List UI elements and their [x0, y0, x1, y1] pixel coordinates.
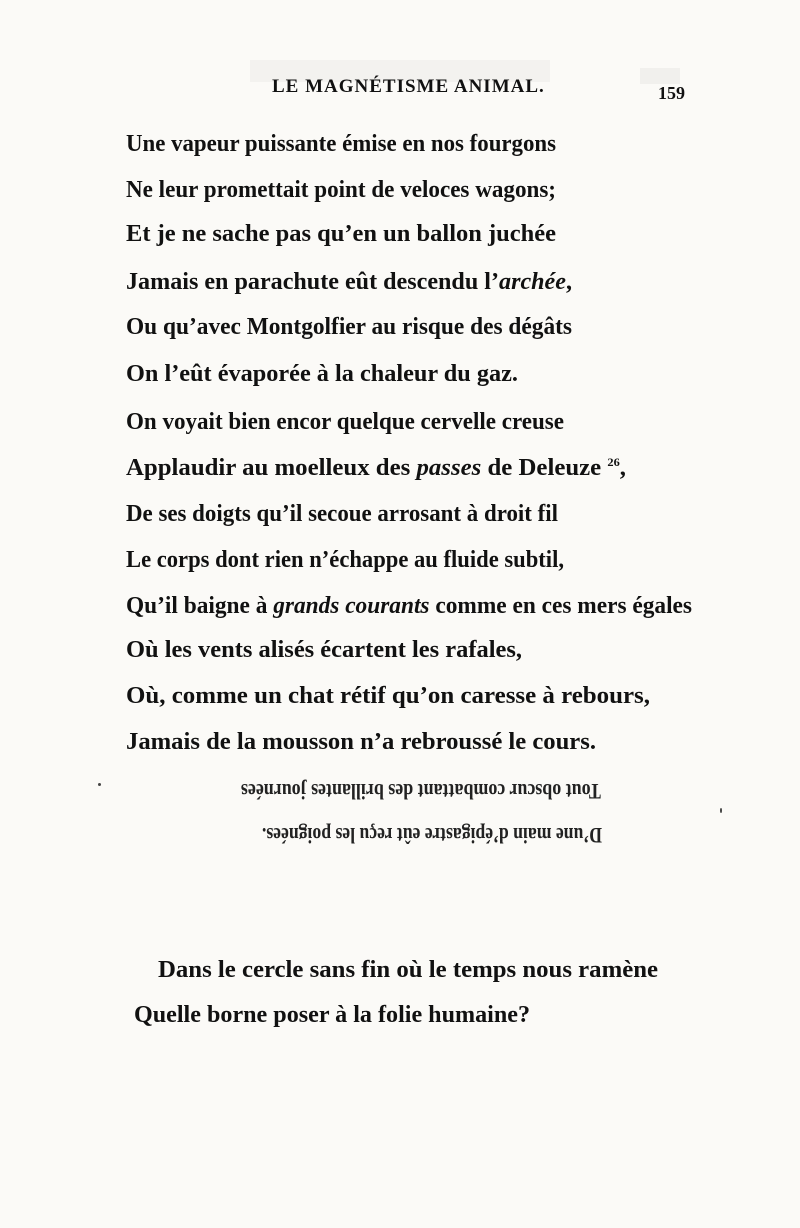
verse-text: Jamais de la mousson n’a rebroussé le cours. [126, 729, 596, 755]
verse-line [126, 270, 572, 294]
closing-verse: Quelle borne poser à la folie humaine? [134, 1002, 530, 1028]
verse-line [126, 178, 556, 202]
verse-line [126, 684, 650, 708]
closing-verse: Dans le cercle sans fin où le temps nous ramène [158, 957, 658, 983]
verse-line [126, 410, 564, 434]
paper-speck [720, 808, 722, 813]
verse-text: Jamais en parachute eût descendu l’ [126, 269, 500, 295]
verse-text: , [565, 269, 572, 295]
verse-text: , [619, 455, 626, 481]
verse-text: On voyait bien encor quelque cervelle creuse [126, 409, 564, 435]
verse-text: Qu’il baigne à [126, 593, 274, 619]
verse-line [126, 362, 518, 386]
verse-text: comme en ces mers égales [429, 593, 692, 619]
paper-speck [98, 783, 101, 786]
page-number: 159 [658, 83, 685, 103]
verse-line [126, 548, 564, 572]
verse-line [126, 132, 556, 156]
verse-text: Une vapeur puissante émise en nos fourgons [126, 131, 556, 157]
italic-word: archée [499, 269, 566, 295]
footnote-marker: 26 [607, 455, 620, 469]
verse-line [126, 638, 522, 662]
verse-text: Ne leur promettait point de veloces wagons; [126, 177, 556, 203]
verse-line [126, 730, 596, 754]
verse-line [126, 502, 558, 526]
italic-word: passes [416, 455, 482, 481]
verse-text: Où les vents alisés écartent les rafales, [126, 637, 522, 663]
verse-text: Le corps dont rien n’échappe au fluide subtil, [126, 547, 564, 573]
verse-text: On l’eût évaporée à la chaleur du gaz. [126, 361, 518, 387]
running-header: LE MAGNÉTISME ANIMAL. [272, 76, 545, 97]
verse-text: de Deleuze [481, 455, 608, 481]
verse-text: Et je ne sache pas qu’en un ballon juchée [126, 221, 556, 247]
verse-line [126, 594, 692, 618]
verse-text: Où, comme un chat rétif qu’on caresse à rebours, [126, 683, 650, 709]
verse-line [126, 315, 572, 339]
verse-line [126, 456, 626, 480]
bleed-through-page-number [640, 68, 680, 84]
verse-text: Applaudir au moelleux des [126, 455, 417, 481]
verse-line [126, 222, 556, 246]
verse-text: Ou qu’avec Montgolfier au risque des dégâts [126, 314, 572, 340]
italic-word: grands courants [273, 593, 430, 619]
verse-text: De ses doigts qu’il secoue arrosant à droit fil [126, 501, 558, 527]
inverted-offset-line: D’une main d’épigastre eût reçu les poignées. [261, 823, 602, 848]
inverted-offset-line: Tout obscur combattant des brillantes journées [240, 779, 601, 804]
